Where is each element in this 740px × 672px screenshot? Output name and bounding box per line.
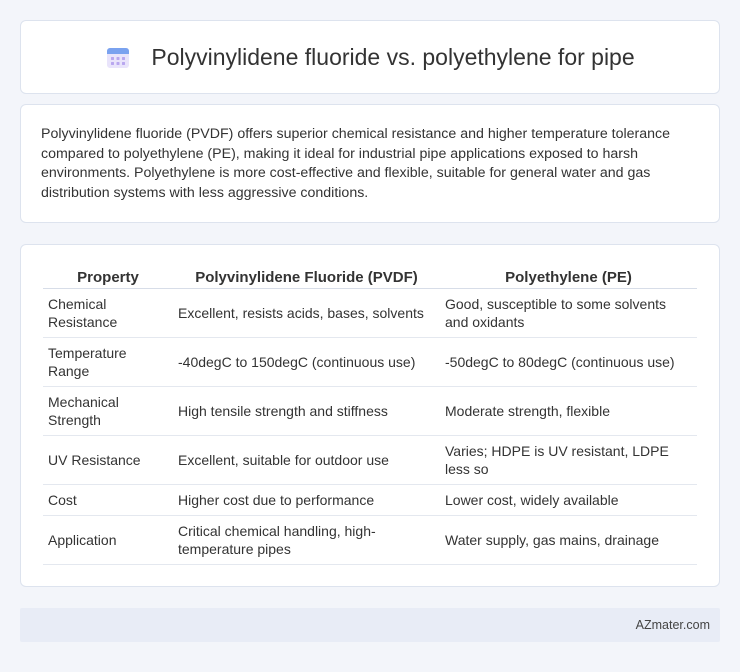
pe-cell: Varies; HDPE is UV resistant, LDPE less so	[440, 436, 697, 485]
pe-cell: Moderate strength, flexible	[440, 387, 697, 436]
property-cell: Temperature Range	[43, 338, 173, 387]
pe-cell: -50degC to 80degC (continuous use)	[440, 338, 697, 387]
comparison-table-card	[20, 244, 720, 587]
pe-cell: Good, susceptible to some solvents and oxidants	[440, 289, 697, 338]
footer-site-link[interactable]: AZmater.com	[635, 618, 710, 632]
title-card	[20, 20, 720, 94]
table-row	[43, 338, 697, 387]
column-header-property: Property	[43, 261, 173, 289]
summary-card	[20, 104, 720, 223]
property-cell: Mechanical Strength	[43, 387, 173, 436]
pe-cell: Water supply, gas mains, drainage	[440, 516, 697, 565]
table-row	[43, 485, 697, 516]
pvdf-cell: Critical chemical handling, high-temperature pipes	[173, 516, 440, 565]
pvdf-cell: Higher cost due to performance	[173, 485, 440, 516]
pvdf-cell: Excellent, resists acids, bases, solvents	[173, 289, 440, 338]
calendar-icon	[105, 44, 131, 70]
pvdf-cell: High tensile strength and stiffness	[173, 387, 440, 436]
pvdf-cell: Excellent, suitable for outdoor use	[173, 436, 440, 485]
pe-cell: Lower cost, widely available	[440, 485, 697, 516]
property-cell: UV Resistance	[43, 436, 173, 485]
table-row	[43, 387, 697, 436]
page-title: Polyvinylidene fluoride vs. polyethylene for pipe	[151, 43, 635, 70]
table-row	[43, 516, 697, 565]
footer-bar	[20, 608, 720, 642]
table-header-row	[43, 261, 697, 289]
summary-paragraph: Polyvinylidene fluoride (PVDF) offers superior chemical resistance and higher temperature tolerance compared to polyethylene (PE), making it ideal for industrial pipe applications exposed to harsh environments. Polyethylene is more cost-effective and flexible, suitable for general water and gas distribution systems with less aggressive conditions.	[41, 126, 671, 201]
property-cell: Cost	[43, 485, 173, 516]
pvdf-cell: -40degC to 150degC (continuous use)	[173, 338, 440, 387]
column-header-pe: Polyethylene (PE)	[440, 261, 697, 289]
property-cell: Chemical Resistance	[43, 289, 173, 338]
table-row	[43, 436, 697, 485]
property-cell: Application	[43, 516, 173, 565]
comparison-table	[43, 261, 697, 565]
table-row	[43, 289, 697, 338]
column-header-pvdf: Polyvinylidene Fluoride (PVDF)	[173, 261, 440, 289]
